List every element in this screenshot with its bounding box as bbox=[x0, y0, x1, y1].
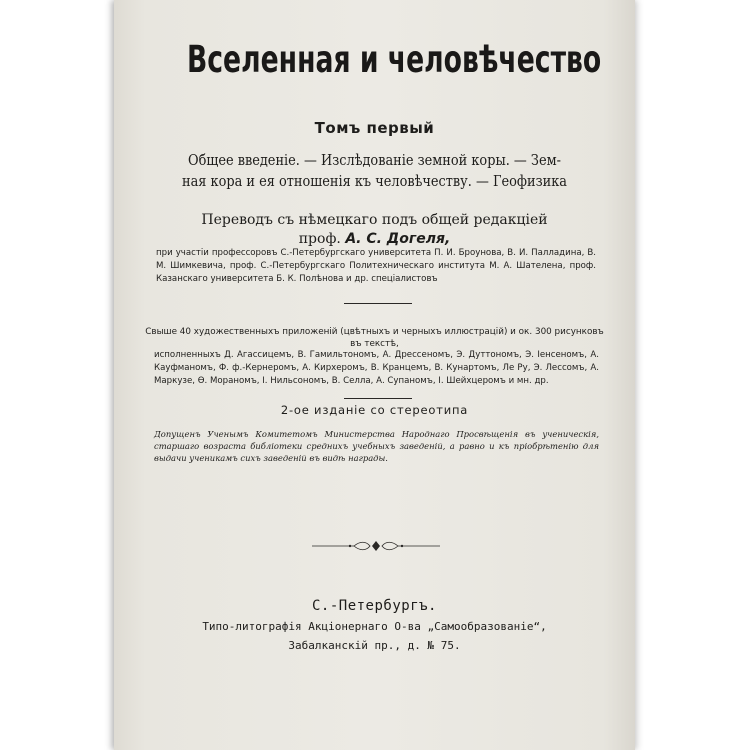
translation-line-1: Переводъ съ нѣмецкаго подъ общей редакціей bbox=[201, 212, 548, 228]
translation-prefix: проф. bbox=[298, 231, 341, 247]
title-page bbox=[114, 0, 635, 750]
edition-label: 2-ое изданіе со стереотипа bbox=[280, 403, 469, 417]
approval-paragraph: Допущенъ Ученымъ Комитетомъ Министерства Народнаго Просвѣщенія въ ученическія, старшаго возраста библіотеки среднихъ учебныхъ заведеній, а равно и къ пріобрѣтенію для выдачи ученикамъ сихъ заведеній въ видѣ награды. bbox=[154, 429, 599, 463]
illustrations-line-1: Свыше 40 художественныхъ приложеній (цвѣтныхъ и черныхъ иллюстрацій) и ок. 300 рисунковъ bbox=[145, 327, 604, 337]
editor-name: А. С. Догеля, bbox=[345, 231, 451, 247]
divider-rule bbox=[344, 303, 412, 304]
publication-city: С.-Петербургъ. bbox=[311, 598, 437, 614]
volume-contents bbox=[150, 150, 598, 192]
ornament-icon bbox=[114, 539, 635, 553]
artists-paragraph: исполненныхъ Д. Агассицемъ, В. Гамильтономъ, А. Дрессеномъ, Э. Дуттономъ, Э. Іенсеномъ, А. Кауфманомъ, Ф. ф.-Кернеромъ, А. Кирхеромъ, В. Кранцемъ, В. Кунартомъ, Ле Ру, Э. Лессомъ, А. Маркузе, Ѳ. Мораномъ, І. Нильсономъ, В. Селла, А. Супаномъ, І. Шейхцеромъ и мн. др. bbox=[154, 350, 599, 386]
printer-line: Типо-литографія Акціонернаго О-ва „Самообразованіе“, bbox=[202, 620, 547, 633]
book-title: Вселенная и человѣчество bbox=[186, 38, 602, 81]
ornament-divider bbox=[114, 538, 635, 557]
contents-line-2: ная кора и ея отношенія къ человѣчеству. — Геофизика bbox=[182, 172, 567, 190]
contents-line-1: Общее введеніе. — Изслѣдованіе земной коры. — Зем- bbox=[188, 151, 561, 169]
divider-rule bbox=[344, 398, 412, 399]
volume-label: Томъ первый bbox=[314, 119, 435, 137]
translation-credit bbox=[114, 211, 635, 249]
illustrations-line-2: въ текстѣ, bbox=[350, 339, 399, 349]
participants-paragraph: при участіи профессоровъ С.-Петербургскаго университета П. И. Броунова, В. И. Палладина, В. М. Шимкевича, проф. С.-Петербургскаго Политехническаго института М. А. Шателена, проф. Казанскаго университета Б. К. Полѣнова и др. спеціалистовъ bbox=[156, 248, 596, 284]
printer-address: Забалканскій пр., д. № 75. bbox=[288, 639, 461, 652]
illustrations-note bbox=[114, 326, 635, 350]
